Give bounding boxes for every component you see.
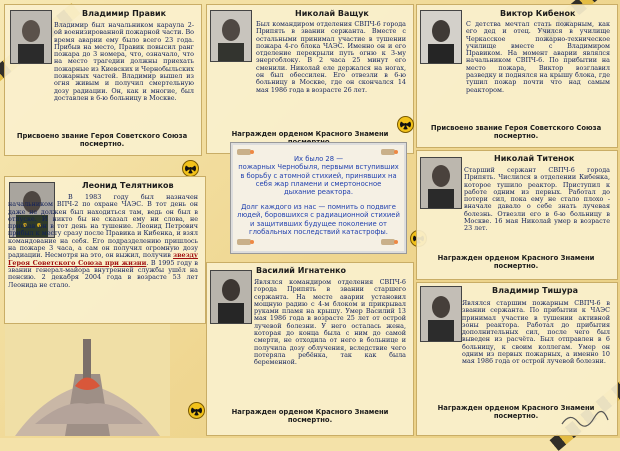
pravik-bio: Владимир был начальником караула 2-ой военизированной пожарной части. Во время аварии ему было всего 23 года. Прибыв на место, Правик повысил ранг пожара до 3 номера, что, означало, что на место трагедии должны приехать пожарные из Киевских и Чернобыльских пожарных частей. Владимир вышел из огня живым и получил смертельную дозу радиации. Он, как и многие, был доставлен в 6-ю больницу в Москве. — [54, 21, 194, 102]
ignatenko-photo — [210, 270, 252, 324]
ignatenko-name: Василий Игнатенко — [256, 266, 347, 275]
tishura-award: Награжден орденом Красного Знамени посмертно. — [437, 404, 595, 420]
kibenok-award: Присвоено звание Героя Советского Союза посмертно. — [430, 124, 602, 140]
titenok-name: Николай Титенок — [494, 154, 575, 163]
radiation-icon — [397, 116, 414, 133]
memorial-line: и защитивших будущее поколение от — [250, 219, 387, 228]
tishura-name: Владимир Тишура — [492, 286, 578, 295]
memorial-line: пожарных Чернобыля, первыми вступивших — [238, 163, 399, 172]
ignatenko-award: Награжден орденом Красного Знамени посмертно. — [231, 408, 389, 424]
pravik-name: Владимир Правик — [82, 9, 166, 18]
signature-image — [560, 410, 610, 428]
monument-image — [5, 324, 170, 436]
radiation-icon — [182, 160, 199, 177]
vashchuk-photo — [210, 10, 252, 62]
vashchuk-name: Николай Ващук — [295, 9, 369, 18]
pravik-award: Присвоено звание Героя Советского Союза посмертно. — [16, 132, 188, 148]
tishura-bio: Являлся старшим пожарным СВПЧ-6 в звании сержанта. По прибытии к ЧАЭС принимал участие в тушении активной зоны реактора. Работал до прибытия дополнительных сил, после чего был выведен из расчёта. Был отправлен в 6 больницу, к своим коллегам. Умер он одним из первых пожарных, а именно 10 мая 1986 года от острой лучевой болезни. — [462, 299, 610, 366]
memorial-line: людей, боровшихся с радиационной стихией — [237, 211, 400, 220]
memorial-line: себя жар пламени и смертоносное — [255, 179, 382, 188]
memorial-line: в борьбу с атомной стихией, принявших на — [240, 171, 397, 180]
candle-icon — [237, 239, 251, 245]
memorial-line: Долг каждого из нас — помнить о подвиге — [241, 203, 396, 211]
memorial-line: глобальных последствий катастрофы. — [249, 227, 388, 236]
telyatnikov-name: Леонид Телятников — [82, 181, 174, 190]
kibenok-name: Виктор Кибенок — [500, 9, 576, 18]
radiation-icon — [188, 402, 205, 419]
tishura-photo — [420, 286, 462, 342]
telyatnikov-bio-outro: . В 1995 году в звании генерал-майора внутренней службы ушёл на пенсию. 2 декабря 2004 года в возрасте 53 лет Леонида не стало. — [8, 258, 198, 289]
titenok-bio: Старший сержант СВПЧ-6 города Припять. Числился в отделении Кибенка, которое тушило реактор. Приступил к работе одним из первых. Работал до потери сил, пока ему не стало плохо - вначале давало о себе знать лучевая болезнь. Отвезли его в 6-ю больницу в Москве. 16 мая Николай умер в возрасте 23 лет. — [464, 166, 610, 233]
memorial-p1 — [231, 155, 406, 196]
memorial-line: дыхание реактора. — [284, 188, 353, 197]
kibenok-bio: С детства мечтал стать пожарным, как его дед и отец. Учился в училище Черкасское пожарно-техническое училище вместе с Владимиром Правиком. На момент аварии являлся начальником СВПЧ-6. По прибытии на место пожара, Виктор возглавил разведку и поднялся на крышу блока, где тушил пожар почти что над самым реактором. — [466, 20, 610, 94]
memorial-line: Их было 28 — — [293, 155, 344, 163]
telyatnikov-bio-highlight: звезду Героя Советского Союза при жизни — [8, 251, 198, 267]
titenok-award: Награжден орденом Красного Знамени посмертно. — [437, 254, 595, 270]
kibenok-photo — [420, 10, 462, 64]
telyatnikov-bio — [8, 194, 198, 320]
memorial-message — [230, 142, 407, 254]
pravik-photo — [10, 10, 52, 64]
ignatenko-bio: Являлся командиром отделения СВПЧ-6 города Припять в звании старшего сержанта. На месте аварии установил мощную радию с 4-м блоком и прикрывал руками пламя на крышу. Умер Василий 13 мая 1986 года в возрасте 25 лет от острой лучевой болезни. У него осталась жена, которая до конца была с ним до самой смерти, не отходила от него в больнице и получила дозу облучения, вследствие чего потеряла ребёнка, так как была беременной. — [254, 278, 406, 367]
vashchuk-bio: Был командиром отделения СВПЧ-6 города Припять в звании сержанта. Вместе с остальными принимал участие в тушении пожара 4-го блока ЧАЭС. Именно он и его отделение перекрыли путь огню к 3-му энергоблоку. В 2 часа 25 минут его сменили. Николай еле держался на ногах, он был обессилен. Его отвезли в 6-ю больницу в Москве, где он скончался 14 мая 1986 года в возрасте 26 лет. — [256, 20, 406, 94]
titenok-photo — [420, 157, 462, 209]
telyatnikov-bio-intro: В 1983 году был назначен начальником ВПЧ-2 по охране ЧАЭС. В тот день он даже не должен был находиться там, ведь он был в отпуске. И никто бы не сказал ему ни слова, не приехав он в тот день на тушение. Леонид Петрович прибыл к месту сразу после Правика и Кибенка, и взял командование на себя. Его подразделению пришлось на пожаре 3 часа, а сам он получил огромную дозу радиации. Несмотря на это, он выжил, получив — [8, 193, 198, 260]
vashchuk-award: Награжден орденом Красного Знамени — [231, 130, 389, 138]
memorial-p2 — [231, 203, 406, 236]
candle-icon — [381, 239, 395, 245]
